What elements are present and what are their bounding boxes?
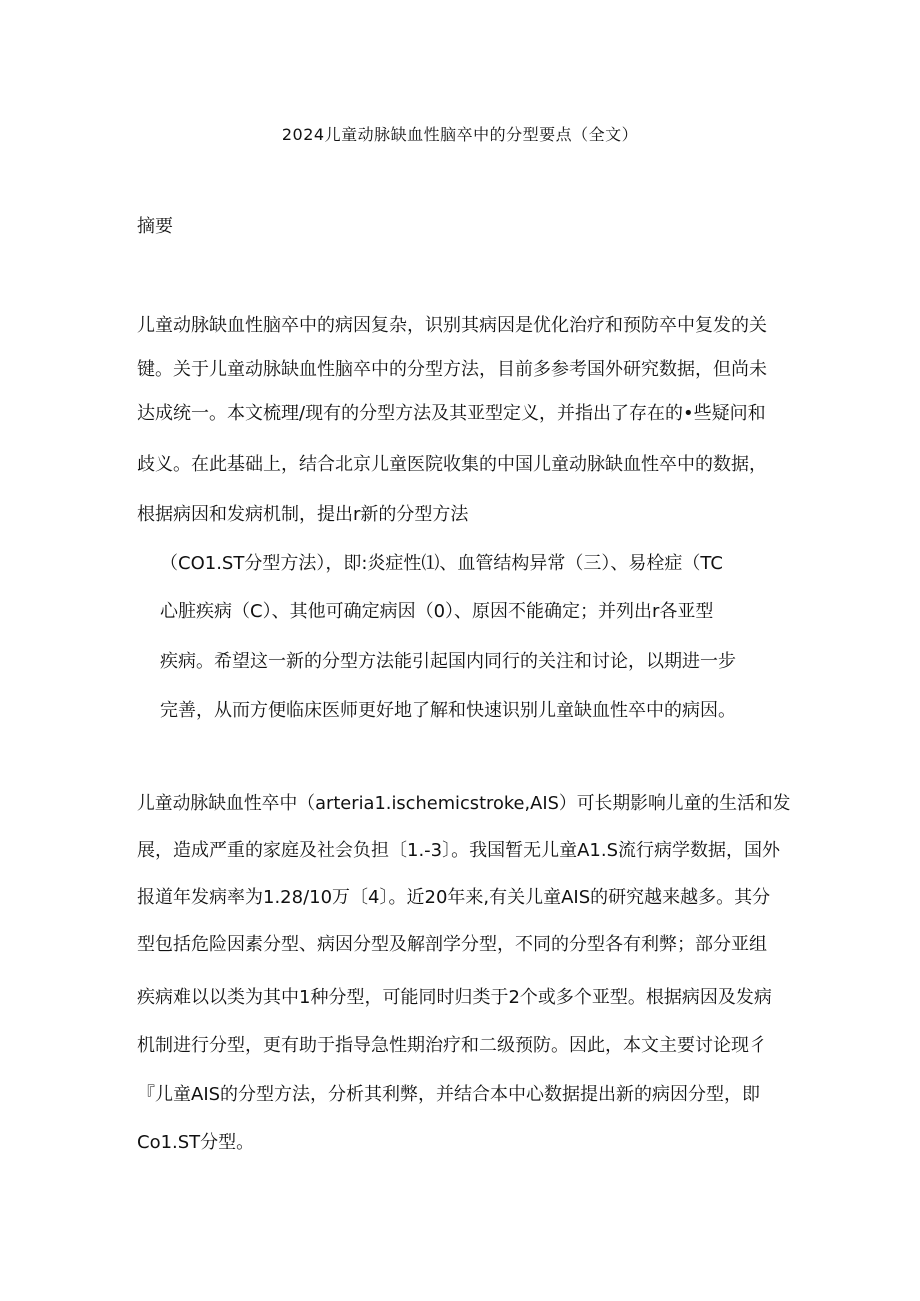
body-line: 『儿童AIS的分型方法，分析其利弊，并结合本中心数据提出新的病因分型，即 (137, 1084, 761, 1105)
body-line: 机制进行分型，更有助于指导急性期治疗和二级预防。因此，本文主要讨论现彳 (137, 1035, 767, 1056)
body-line: Co1.ST分型。 (137, 1132, 255, 1153)
body-line: 儿童动脉缺血性卒中（arteria1.ischemicstroke,AIS）可长期影响儿童的生活和发 (137, 793, 791, 814)
body-line: 型包括危险因素分型、病因分型及解剖学分型，不同的分型各有利弊；部分亚组 (137, 934, 767, 955)
body-line: 报道年发病率为1.28/10万〔4〕。近20年来,有关儿童AIS的研究越来越多。其分 (137, 887, 771, 908)
abstract-indented-line: 疾病。希望这一新的分型方法能引起国内同行的关注和讨论，以期进一步 (160, 651, 736, 672)
abstract-heading: 摘要 (137, 216, 173, 237)
document-title: 2024儿童动脉缺血性脑卒中的分型要点（全文） (281, 125, 639, 144)
abstract-line: 儿童动脉缺血性脑卒中的病因复杂，识别其病因是优化治疗和预防卒中复发的关 (137, 315, 767, 336)
abstract-line: 根据病因和发病机制，提出r新的分型方法 (137, 504, 469, 525)
abstract-line: 键。关于儿童动脉缺血性脑卒中的分型方法，目前多参考国外研究数据，但尚未 (137, 359, 767, 380)
abstract-indented-line: 心脏疾病（C）、其他可确定病因（0）、原因不能确定；并列出r各亚型 (160, 601, 714, 622)
abstract-line: 达成统一。本文梳理/现有的分型方法及其亚型定义，并指出了存在的•些疑问和 (137, 403, 766, 424)
abstract-indented-line: （CO1.ST分型方法），即:炎症性⑴、血管结构异常（三）、易栓症（TC (160, 553, 723, 574)
body-line: 疾病难以以类为其中1种分型，可能同时归类于2个或多个亚型。根据病因及发病 (137, 987, 772, 1008)
body-line: 展，造成严重的家庭及社会负担〔1.-3〕。我国暂无儿童A1.S流行病学数据，国外 (137, 840, 781, 861)
abstract-indented-line: 完善，从而方便临床医师更好地了解和快速识别儿童缺血性卒中的病因。 (160, 700, 736, 721)
abstract-line: 歧义。在此基础上，结合北京儿童医院收集的中国儿童动脉缺血性卒中的数据， (137, 454, 767, 475)
